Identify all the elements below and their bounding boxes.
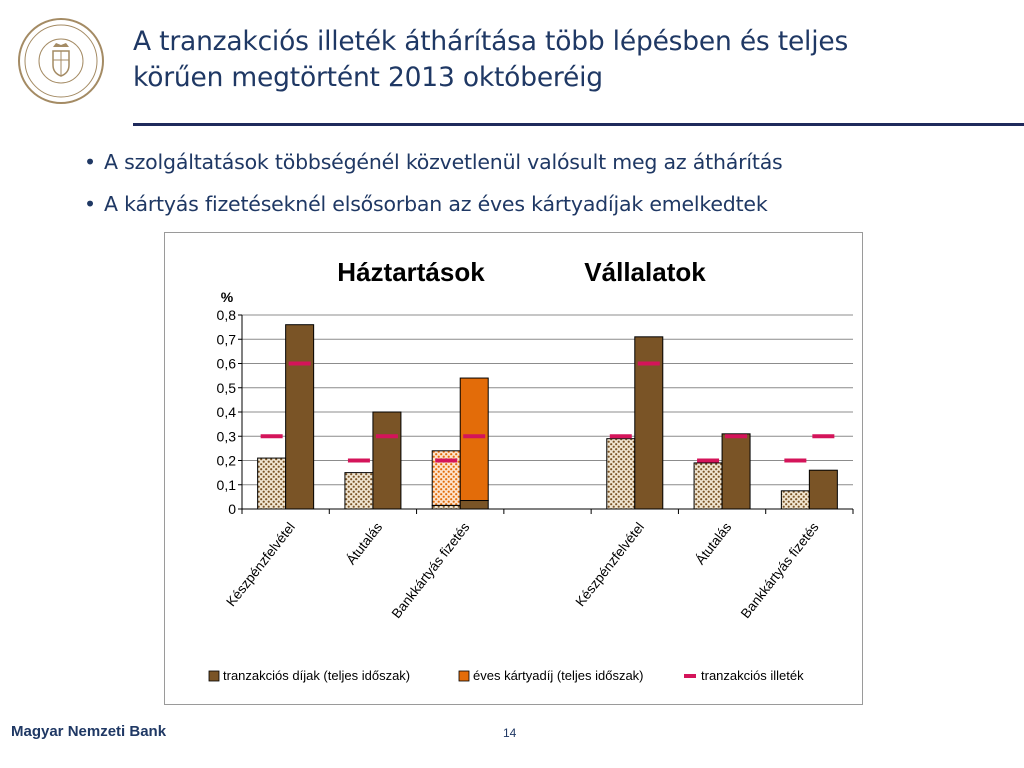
page-number: 14 (503, 726, 517, 740)
levy-marker-after (638, 362, 660, 366)
group-title-companies: Vállalatok (584, 257, 706, 287)
y-tick-label: 0,8 (216, 307, 236, 323)
slide-title (133, 24, 993, 96)
legend-swatch-transaction-fees (209, 671, 219, 681)
levy-marker-after (289, 362, 311, 366)
bullet-list (84, 146, 783, 230)
x-category-label: Átutalás (692, 519, 735, 568)
levy-marker-after (463, 434, 485, 438)
levy-marker-before (610, 434, 632, 438)
levy-marker-after (376, 434, 398, 438)
y-tick-label: 0,1 (216, 476, 236, 493)
bar-fees-before (345, 473, 373, 509)
x-category-label: Készpénzfelvétel (572, 519, 648, 610)
title-divider (133, 123, 1024, 126)
bar-fees-after (460, 501, 488, 509)
group-title-households: Háztartások (337, 257, 485, 287)
footer-bank-name: Magyar Nemzeti Bank (11, 723, 167, 740)
bullet-dot: • (84, 192, 96, 216)
x-category-label: Bankkártyás fizetés (388, 519, 473, 622)
chart-container (164, 232, 863, 705)
legend-label-transaction-fees: tranzakciós díjak (teljes időszak) (223, 668, 411, 683)
bar-card-fee-after (460, 378, 488, 500)
chart-legend (209, 668, 804, 683)
bar-fees-before (607, 439, 635, 509)
x-category-label: Átutalás (343, 519, 386, 568)
levy-marker-before (348, 459, 370, 463)
y-tick-label: 0,2 (216, 452, 236, 469)
bar-fees-after (373, 412, 401, 509)
legend-swatch-annual-card-fee (459, 671, 469, 681)
legend-label-annual-card-fee: éves kártyadíj (teljes időszak) (473, 668, 644, 683)
levy-marker-after (725, 434, 747, 438)
legend-label-transaction-levy: tranzakciós illeték (701, 668, 804, 683)
bullet-item (84, 146, 783, 188)
bar-fees-before (781, 491, 809, 509)
y-tick-label: 0 (228, 501, 236, 517)
y-tick-label: 0,5 (216, 379, 236, 396)
levy-marker-before (784, 459, 806, 463)
bar-fees-before (258, 458, 286, 509)
bullet-item (84, 188, 783, 230)
levy-marker-before (697, 459, 719, 463)
bullet-dot: • (84, 150, 96, 174)
bar-chart (165, 233, 862, 704)
y-axis-unit-label: % (220, 289, 234, 305)
levy-marker-after (812, 434, 834, 438)
bar-fees-before (694, 463, 722, 509)
y-tick-label: 0,3 (216, 428, 236, 445)
legend-swatch-transaction-levy (684, 674, 696, 678)
bullet-text: A szolgáltatások többségénél közvetlenül valósult meg az áthárítás (104, 150, 783, 174)
bar-fees-after (809, 470, 837, 509)
mnb-logo (17, 17, 105, 105)
levy-marker-before (435, 459, 457, 463)
levy-marker-before (261, 434, 283, 438)
bar-fees-after (286, 325, 314, 509)
y-tick-label: 0,7 (216, 331, 236, 348)
bullet-text: A kártyás fizetéseknél elsősorban az éves kártyadíjak emelkedtek (104, 192, 768, 216)
slide-title-line-1: A tranzakciós illeték áthárítása több lépésben és teljes (133, 26, 849, 57)
slide-title-line-2: körűen megtörtént 2013 októberéig (133, 62, 603, 93)
bar-fees-after (722, 434, 750, 509)
y-tick-label: 0,6 (216, 355, 236, 372)
y-tick-label: 0,4 (216, 404, 236, 420)
x-category-label: Bankkártyás fizetés (737, 519, 822, 622)
x-category-label: Készpénzfelvétel (223, 519, 299, 610)
bar-fees-before (432, 505, 460, 509)
